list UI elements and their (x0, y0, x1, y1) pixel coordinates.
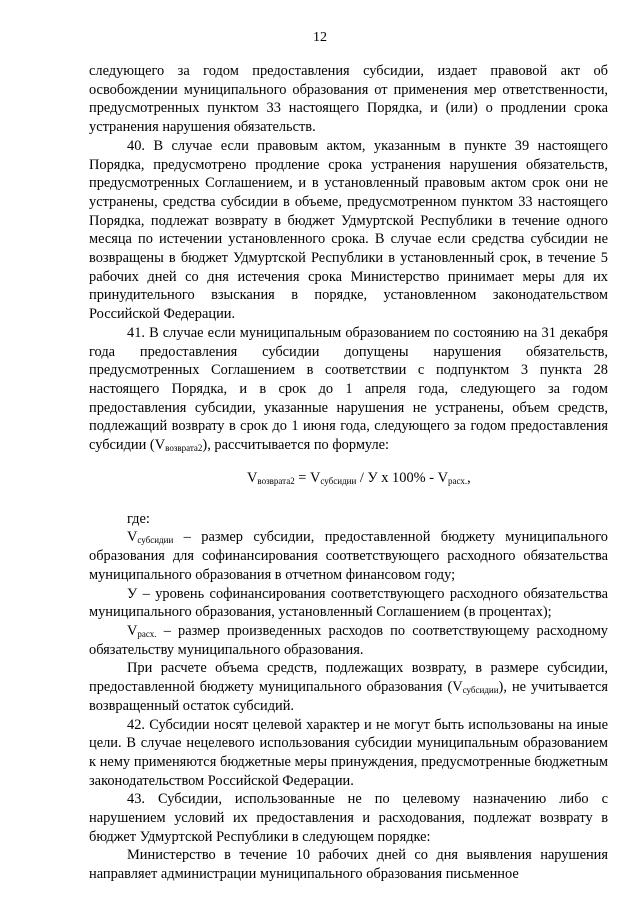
formula-mid: / У х 100% - V (356, 469, 449, 486)
paragraph-43: 43. Субсидии, использованные не по целевому назначению либо с нарушением условий их предоставления и расходования, подлежат возврату в бюджет Удмуртской Республики в следующем порядке: (89, 791, 608, 845)
calculation-note (89, 659, 608, 715)
page-number: 12 (313, 30, 327, 45)
calc-text-b: ), не учитывается возвращенный остаток субсидий. (89, 679, 608, 714)
formula-sub3: расх. (448, 475, 468, 486)
formula (89, 466, 608, 490)
calc-subscript: субсидии (462, 685, 499, 696)
calc-text-a: При расчете объема средств, подлежащих возврату, в размере субсидии, предоставленной бюджету муниципального образования (V (89, 660, 608, 696)
def3-subscript: расх. (137, 628, 157, 639)
definition-v-subsidy (89, 528, 608, 584)
paragraph-41 (89, 324, 608, 455)
formula-sub1: возврата2 (257, 475, 295, 486)
paragraph-ministry: Министерство в течение 10 рабочих дней со дня выявления нарушения направляет администрации муниципального образования письменное (89, 847, 608, 883)
where-label: где: (127, 510, 150, 527)
paragraph-40: 40. В случае если правовым актом, указанным в пункте 39 настоящего Порядка, предусмотрено продление срока устранения нарушения обязательств, предусмотренных Соглашением, и в установленный правовым актом срок они не устранены, средства субсидии в объеме, предусмотренном пунктом 33 настоящего Порядка, подлежат возврату в бюджет Удмуртской Республики в течение одного месяца по истечении установленного срока. В случае если средства субсидии не возвращены в бюджет Удмуртской Республики в установленный срок, в течение 5 рабочих дней со дня истечения срока Министерство принимает меры для их принудительного взыскания в порядке, установленном законодательством Российской Федерации. (89, 137, 608, 323)
paragraph-42: 42. Субсидии носят целевой характер и не могут быть использованы на иные цели. В случае нецелевого использования субсидии муниципальным образованием к нему применяются бюджетные меры принуждения, предусмотренные бюджетным законодательством Российской Федерации. (89, 716, 608, 789)
paragraph-41-text: 41. В случае если муниципальным образованием по состоянию на 31 декабря года предоставления субсидии допущены нарушения обязательств, предусмотренных Соглашением в соответствии с подпунктом 3 пункта 28 настоящего Порядка, и в срок до 1 апреля года, следующего за годом предоставления субсидии, указанные нарушения не устранены, объем средств, подлежащий возврату в срок до 1 июня года, следующего за годом предоставления субсидии (V (89, 324, 608, 454)
def1-symbol: V (127, 529, 138, 546)
def1-text: – размер субсидии, предоставленной бюджету муниципального образования для софинансирования соответствующего расходного обязательства муниципального образования в отчетном финансовом году; (89, 529, 608, 583)
formula-end: , (467, 469, 471, 486)
formula-sub2: субсидии (320, 475, 357, 486)
formula-eq: = V (294, 469, 321, 486)
def1-subscript: субсидии (137, 535, 174, 546)
paragraph-41-subscript: возврата2 (165, 443, 203, 454)
def3-symbol: V (127, 622, 138, 639)
formula-v1: V (247, 469, 258, 486)
definition-y: У – уровень софинансирования соответствующего расходного обязательства муниципального образования, установленный Соглашением (в процентах); (89, 585, 608, 621)
paragraph-41-tail: ), рассчитывается по формуле: (202, 437, 390, 454)
def3-text: – размер произведенных расходов по соответствующему расходному обязательству муниципального образования. (89, 622, 608, 658)
paragraph-continuation: следующего за годом предоставления субсидии, издает правовой акт об освобождении муниципального образования от применения мер ответственности, предусмотренных пунктом 33 настоящего Порядка, и (или) о продлении срока устранения нарушения обязательств. (89, 63, 608, 136)
document-body (89, 62, 608, 884)
definition-v-expense (89, 622, 608, 659)
